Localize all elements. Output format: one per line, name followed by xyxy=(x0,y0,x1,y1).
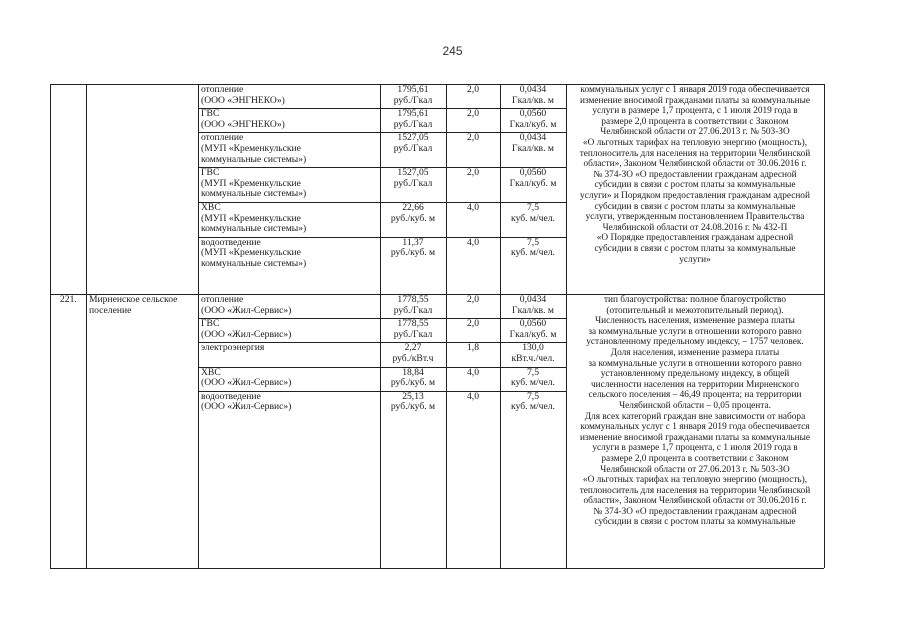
basis-line: Для всех категорий граждан вне зависимости от набора xyxy=(584,411,806,422)
row-rule xyxy=(50,568,824,569)
factor-cell: 2,0 xyxy=(467,109,479,120)
service-cell-line: (МУП «Кременкульские xyxy=(201,247,301,259)
service-cell-line: (ООО «Жил-Сервис») xyxy=(201,328,292,340)
service-cell xyxy=(201,343,379,354)
page-number: 245 xyxy=(442,44,463,58)
service-cell xyxy=(201,203,379,235)
tariff-cell xyxy=(380,203,446,224)
service-cell-line: (МУП «Кременкульские xyxy=(201,142,301,154)
row-rule xyxy=(50,84,824,85)
tariff-cell-line: руб./кВт.ч xyxy=(392,352,434,364)
tariff-cell xyxy=(380,238,446,259)
service-cell-line: (ООО «Жил-Сервис») xyxy=(201,304,292,316)
tariff-cell xyxy=(380,133,446,154)
norm-cell-line: Гкал/куб. м xyxy=(509,177,557,189)
factor-cell: 4,0 xyxy=(467,203,479,213)
norm-cell-line: 7,5 xyxy=(527,367,539,378)
service-cell xyxy=(201,392,379,413)
norm-cell-line: 7,5 xyxy=(527,391,539,402)
basis-line: услуги, утвержденным постановлением Правительства xyxy=(585,212,805,223)
service-cell xyxy=(201,295,379,316)
service-cell-line: коммунальные системы») xyxy=(201,257,307,269)
service-cell-line: водоотведение xyxy=(201,391,261,402)
tariff-cell xyxy=(380,392,446,413)
tariff-cell-line: 25,13 xyxy=(402,391,424,402)
service-cell-line: (ООО «Жил-Сервис») xyxy=(201,377,292,389)
service-cell-line: коммунальные системы») xyxy=(201,223,307,235)
norm-cell-line: Гкал/кв. м xyxy=(512,304,554,316)
service-cell-line: отопление xyxy=(201,295,244,305)
settlement-name xyxy=(89,295,197,316)
tariff-cell-line: руб./куб. м xyxy=(390,377,436,389)
basis-line: численности населения на территории Мирненского xyxy=(590,379,800,390)
tariff-cell xyxy=(380,319,446,340)
basis-line: услуги в размере 1,7 процента, с 1 июля 2019 года в xyxy=(592,106,798,117)
basis-line: области», Законом Челябинской области от 30.06.2016 г. xyxy=(583,159,807,170)
norm-cell xyxy=(500,168,566,189)
tariff-cell xyxy=(380,109,446,130)
norm-cell xyxy=(500,343,566,364)
factor-cell: 4,0 xyxy=(467,237,479,248)
norm-cell-line: Гкал/куб. м xyxy=(509,118,557,130)
settlement-name-line: Мирненское сельское xyxy=(89,295,178,305)
norm-cell-line: куб. м/чел. xyxy=(511,247,555,259)
service-cell-line: коммунальные системы») xyxy=(201,188,307,200)
basis-line: за коммунальные услуги в отношении которого равно xyxy=(588,358,802,369)
service-cell xyxy=(201,319,379,340)
service-cell xyxy=(201,109,379,130)
factor-cell: 2,0 xyxy=(467,133,479,144)
service-cell-line: водоотведение xyxy=(201,237,261,248)
basis-line: за коммунальные услуги в отношении которого равно xyxy=(588,326,802,337)
service-cell xyxy=(201,133,379,165)
basis-line: теплоноситель для населения на территории Челябинской xyxy=(579,148,811,159)
norm-cell xyxy=(500,295,566,316)
basis-line: теплоноситель для населения на территории Челябинской xyxy=(579,485,811,496)
basis-line: «О Порядке предоставления гражданам адресной xyxy=(596,233,794,244)
column-rule xyxy=(198,84,199,568)
basis-line: Челябинской области от 27.06.2013 г. № 503-ЗО xyxy=(600,127,790,138)
norm-cell xyxy=(500,109,566,130)
column-rule xyxy=(824,84,825,568)
service-cell xyxy=(201,85,379,106)
service-cell xyxy=(201,238,379,270)
basis-line: области», Законом Челябинской области от 30.06.2016 г. xyxy=(583,496,807,507)
tariff-cell-line: 1778,55 xyxy=(397,295,429,305)
service-cell-line: коммунальные системы») xyxy=(201,153,307,165)
basis-line: установленному предельному индексу, в общей xyxy=(600,369,790,380)
norm-cell-line: Гкал/куб. м xyxy=(509,328,557,340)
basis-line: Численность населения, изменение размера платы xyxy=(595,316,795,327)
service-cell-line: ХВС xyxy=(201,203,221,213)
service-cell-line: ХВС xyxy=(201,367,221,378)
basis-line: Челябинской области от 24.08.2016 г. № 432-П xyxy=(602,222,788,233)
tariff-cell-line: 11,37 xyxy=(402,237,424,248)
norm-cell-line: 0,0434 xyxy=(519,295,547,305)
tariff-cell-line: 1778,55 xyxy=(397,319,429,330)
service-cell-line: ГВС xyxy=(201,109,220,120)
norm-cell-line: 0,0434 xyxy=(519,85,547,95)
factor-cell: 2,0 xyxy=(467,319,479,330)
service-cell xyxy=(201,168,379,200)
basis-line: № 374-ЗО «О предоставлении гражданам адресной xyxy=(593,169,797,180)
norm-cell xyxy=(500,319,566,340)
tariff-cell-line: руб./куб. м xyxy=(390,401,436,413)
norm-cell xyxy=(500,133,566,154)
basis-line: Челябинской области – 0,05 процента. xyxy=(619,400,771,411)
basis-line: субсидии в связи с ростом платы за коммунальные xyxy=(594,517,796,528)
norm-cell xyxy=(500,368,566,389)
norm-cell xyxy=(500,238,566,259)
service-cell-line: ГВС xyxy=(201,168,220,179)
basis-line: субсидии в связи с ростом платы за коммунальные xyxy=(594,180,796,191)
norm-cell-line: 0,0560 xyxy=(519,109,547,120)
tariff-cell-line: руб./Гкал xyxy=(393,177,433,189)
basis-line: субсидии в связи с ростом платы за коммунальные xyxy=(594,201,796,212)
tariff-cell-line: 1795,61 xyxy=(397,109,429,120)
basis-line: размере 2,0 процента в соответствии с Законом xyxy=(601,453,789,464)
norm-cell-line: кВт.ч./чел. xyxy=(511,352,555,364)
basis-line: Доля населения, изменение размера платы xyxy=(610,347,780,358)
factor-cell: 2,0 xyxy=(467,85,479,95)
factor-cell: 4,0 xyxy=(467,367,479,378)
service-cell-line: (ООО «Жил-Сервис») xyxy=(201,401,292,413)
norm-cell-line: куб. м/чел. xyxy=(511,377,555,389)
norm-cell-line: 7,5 xyxy=(527,203,539,213)
tariff-cell xyxy=(380,85,446,106)
factor-cell: 4,0 xyxy=(467,391,479,402)
tariff-cell xyxy=(380,168,446,189)
basis-line: коммунальных услуг с 1 января 2019 года обеспечивается xyxy=(580,422,810,433)
basis-line: услуги» xyxy=(679,254,711,265)
basis-line: (отопительный и межотопительный период). xyxy=(606,305,784,316)
tariff-cell xyxy=(380,295,446,316)
service-cell-line: (МУП «Кременкульские xyxy=(201,177,301,189)
basis-line: установленному предельному индексу, – 1757 человек. xyxy=(586,337,804,348)
norm-cell-line: Гкал/кв. м xyxy=(512,94,554,106)
norm-cell xyxy=(500,85,566,106)
basis-line: тип благоустройства: полное благоустройство xyxy=(603,295,787,305)
tariff-cell-line: 1527,05 xyxy=(397,133,429,144)
service-cell-line: отопление xyxy=(201,85,244,95)
norm-cell-line: 7,5 xyxy=(527,237,539,248)
factor-cell: 2,0 xyxy=(467,295,479,305)
factor-cell: 2,0 xyxy=(467,168,479,179)
tariff-cell-line: руб./Гкал xyxy=(393,328,433,340)
tariff-cell-line: руб./куб. м xyxy=(390,247,436,259)
basis-line: сельского поселения – 46,49 процента; на территории xyxy=(588,390,802,401)
tariff-cell-line: руб./Гкал xyxy=(393,304,433,316)
norm-cell-line: Гкал/кв. м xyxy=(512,142,554,154)
service-cell-line: (МУП «Кременкульские xyxy=(201,212,301,224)
basis-line: «О льготных тарифах на тепловую энергию (мощность), xyxy=(582,137,808,148)
service-cell xyxy=(201,368,379,389)
service-cell-line: (ООО «ЭНГНЕКО») xyxy=(201,118,285,130)
column-rule xyxy=(50,84,51,568)
norm-cell-line: куб. м/чел. xyxy=(511,401,555,413)
tariff-cell-line: руб./куб. м xyxy=(390,212,436,224)
norm-cell-line: куб. м/чел. xyxy=(511,212,555,224)
tariff-cell-line: руб./Гкал xyxy=(393,118,433,130)
tariff-cell-line: руб./Гкал xyxy=(393,94,433,106)
norm-cell xyxy=(500,203,566,224)
basis-text xyxy=(566,295,824,528)
basis-line: изменение вносимой гражданами платы за коммунальные xyxy=(580,432,810,443)
tariff-cell-line: руб./Гкал xyxy=(393,142,433,154)
basis-line: субсидии в связи с ростом платы за коммунальные xyxy=(594,243,796,254)
basis-text xyxy=(566,85,824,265)
basis-line: Челябинской области от 27.06.2013 г. № 503-ЗО xyxy=(600,464,790,475)
basis-line: коммунальных услуг с 1 января 2019 года обеспечивается xyxy=(580,85,810,95)
settlement-number: 221. xyxy=(60,295,77,305)
basis-line: размере 2,0 процента в соответствии с Законом xyxy=(601,116,789,127)
tariff-cell-line: 18,84 xyxy=(402,367,424,378)
tariff-cell-line: 1527,05 xyxy=(397,168,429,179)
factor-cell: 1,8 xyxy=(467,343,479,354)
basis-line: «О льготных тарифах на тепловую энергию (мощность), xyxy=(582,475,808,486)
tariff-cell xyxy=(380,368,446,389)
service-cell-line: отопление xyxy=(201,133,244,144)
basis-line: услуги» и Порядком предоставления гражданам адресной xyxy=(580,190,810,201)
tariff-cell xyxy=(380,343,446,364)
service-cell-line: электроэнергия xyxy=(201,343,265,354)
norm-cell-line: 130,0 xyxy=(522,343,544,354)
basis-line: № 374-ЗО «О предоставлении гражданам адресной xyxy=(593,506,797,517)
norm-cell-line: 0,0560 xyxy=(519,319,547,330)
row-rule xyxy=(50,294,824,295)
basis-line: изменение вносимой гражданами платы за коммунальные xyxy=(580,95,810,106)
norm-cell-line: 0,0434 xyxy=(519,133,547,144)
service-cell-line: ГВС xyxy=(201,319,220,330)
tariff-cell-line: 22,66 xyxy=(402,203,424,213)
norm-cell xyxy=(500,392,566,413)
column-rule xyxy=(86,84,87,568)
service-cell-line: (ООО «ЭНГНЕКО») xyxy=(201,94,285,106)
settlement-name-line: поселение xyxy=(89,304,132,316)
tariff-cell-line: 2,27 xyxy=(404,343,422,354)
tariff-cell-line: 1795,61 xyxy=(397,85,429,95)
norm-cell-line: 0,0560 xyxy=(519,168,547,179)
basis-line: услуги в размере 1,7 процента, с 1 июля 2019 года в xyxy=(592,443,798,454)
